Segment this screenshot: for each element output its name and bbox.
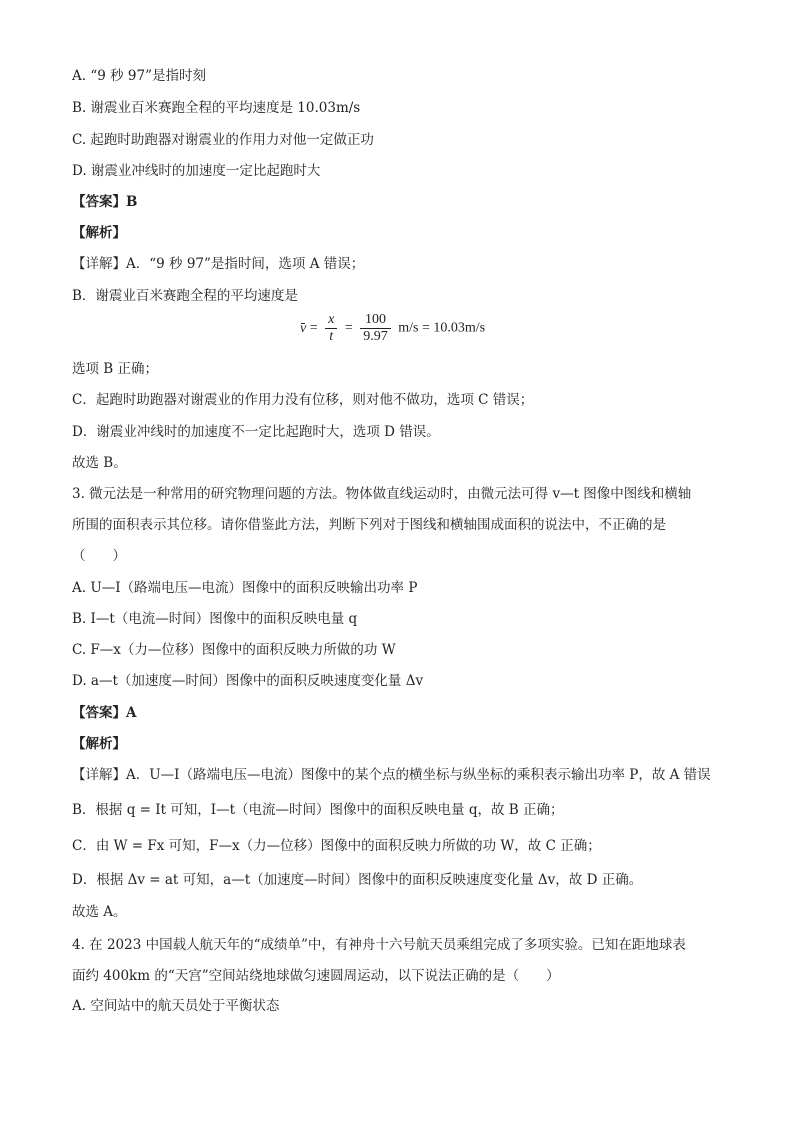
q2-option-b: B. 谢震业百米赛跑全程的平均速度是 10.03m/s bbox=[72, 100, 361, 116]
q2-detail-c: C．起跑时助跑器对谢震业的作用力没有位移，则对他不做功，选项 C 错误； bbox=[72, 392, 534, 408]
q3-option-a: A. U—I（路端电压—电流）图像中的面积反映输出功率 P bbox=[72, 580, 418, 596]
average-velocity-formula bbox=[300, 312, 485, 345]
q3-detail-a: 【详解】A．U—I（路端电压—电流）图像中的某个点的横坐标与纵坐标的乘积表示输出功率 P，故 A 错误 bbox=[72, 767, 711, 783]
q3-stem-parentheses: （ ） bbox=[72, 548, 126, 564]
formula-equals-1: = bbox=[309, 320, 318, 336]
formula-fraction-values bbox=[360, 312, 391, 345]
q4-stem-line-2: 面约 400km 的“天宫”空间站绕地球做匀速圆周运动，以下说法正确的是（ ） bbox=[72, 968, 560, 984]
formula-denominator-t: t bbox=[329, 329, 334, 344]
q3-option-b: B. I—t（电流—时间）图像中的面积反映电量 q bbox=[72, 611, 358, 627]
q2-answer: 【答案】B bbox=[72, 194, 138, 210]
formula-equals-2: = bbox=[344, 320, 353, 336]
q3-answer: 【答案】A bbox=[72, 705, 137, 721]
q2-option-d: D. 谢震业冲线时的加速度一定比起跑时大 bbox=[72, 163, 321, 179]
q2-option-c: C. 起跑时助跑器对谢震业的作用力对他一定做正功 bbox=[72, 132, 374, 148]
q3-stem-line-1: 3. 微元法是一种常用的研究物理问题的方法。物体做直线运动时，由微元法可得 v—t 图像中图线和横轴 bbox=[72, 486, 692, 502]
q2-option-a: A. “9 秒 97”是指时刻 bbox=[72, 68, 206, 84]
q3-option-c: C. F—x（力—位移）图像中的面积反映力所做的功 W bbox=[72, 642, 396, 658]
q3-detail-b: B．根据 q = It 可知，I—t（电流—时间）图像中的面积反映电量 q，故 B 正确； bbox=[72, 802, 564, 818]
q2-detail-b-conclusion: 选项 B 正确； bbox=[72, 361, 159, 377]
formula-v-bar: v bbox=[300, 320, 307, 336]
q4-option-a: A. 空间站中的航天员处于平衡状态 bbox=[72, 998, 280, 1014]
formula-numerator-x: x bbox=[325, 312, 337, 329]
q2-detail-d: D．谢震业冲线时的加速度不一定比起跑时大，选项 D 错误。 bbox=[72, 424, 440, 440]
formula-denominator-997: 9.97 bbox=[363, 329, 388, 344]
q3-conclusion: 故选 A。 bbox=[72, 904, 127, 920]
q3-option-d: D. a—t（加速度—时间）图像中的面积反映速度变化量 Δv bbox=[72, 673, 424, 689]
formula-fraction-x-t bbox=[325, 312, 337, 345]
q2-detail-a: 【详解】A．“9 秒 97”是指时间，选项 A 错误； bbox=[72, 256, 365, 272]
q2-conclusion: 故选 B。 bbox=[72, 455, 127, 471]
formula-numerator-100: 100 bbox=[360, 312, 391, 329]
q3-detail-c: C．由 W = Fx 可知，F—x（力—位移）图像中的面积反映力所做的功 W，故 C 正确； bbox=[72, 838, 601, 854]
q2-detail-b: B．谢震业百米赛跑全程的平均速度是 bbox=[72, 288, 298, 304]
q3-detail-d: D．根据 Δv = at 可知，a—t（加速度—时间）图像中的面积反映速度变化量 Δv，故 D 正确。 bbox=[72, 872, 643, 888]
q3-stem-line-2: 所围的面积表示其位移。请你借鉴此方法，判断下列对于图线和横轴围成面积的说法中，不正确的是 bbox=[72, 517, 666, 533]
q4-stem-line-1: 4. 在 2023 中国载人航天年的“成绩单”中，有神舟十六号航天员乘组完成了多项实验。已知在距地球表 bbox=[72, 937, 686, 953]
q2-analysis-heading: 【解析】 bbox=[72, 225, 126, 241]
q3-analysis-heading: 【解析】 bbox=[72, 736, 126, 752]
formula-result: m/s = 10.03m/s bbox=[398, 320, 486, 336]
